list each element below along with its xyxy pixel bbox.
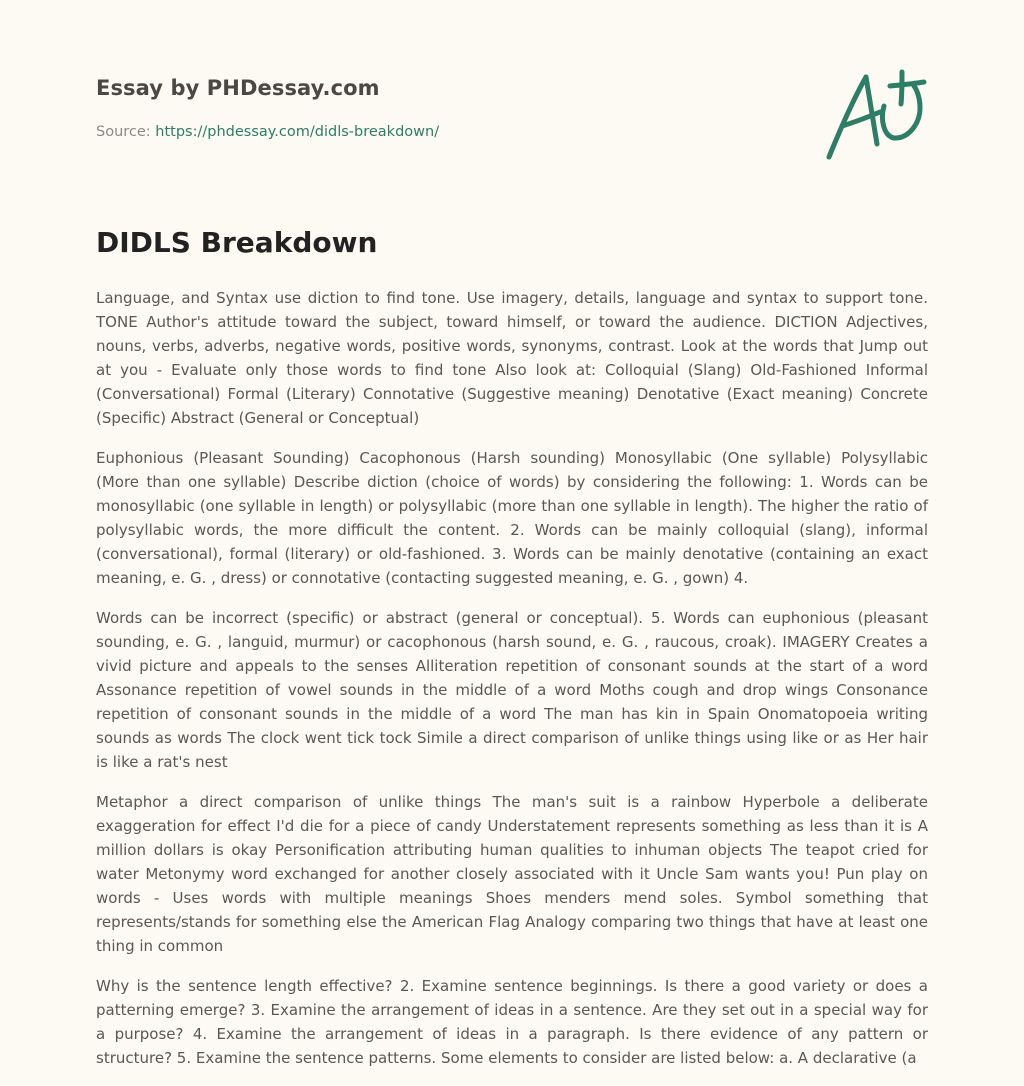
paragraph: Why is the sentence length effective? 2. Examine sentence beginnings. Is there a good variety or does a patterning emerge? 3. Examine the arrangement of ideas in a sentence. Are they set out in a special way for a purpose? 4. Examine the arrangement of ideas in a paragraph. Is there evidence of any pattern or structure? 5. Examine the sentence patterns. Some elements to consider are listed below: a. A declarative (a — [96, 977, 928, 1067]
article-body — [96, 286, 928, 1086]
source-label: Source: — [96, 124, 156, 140]
source-link[interactable]: https://phdessay.com/didls-breakdown/ — [155, 124, 440, 140]
paragraph: Euphonious (Pleasant Sounding) Cacophonous (Harsh sounding) Monosyllabic (One syllable) Polysyllabic (More than one syllable) Describe diction (choice of words) by considering the following: 1. Words can be monosyllabic (one syllable in length) or polysyllabic (more than one syllable in length). The higher the ratio of polysyllabic words, the more difficult the content. 2. Words can be mainly colloquial (slang), informal (conversational), formal (literary) or old-fashioned. 3. Words can be mainly denotative (containing an exact meaning, e. G. , dress) or connotative (contacting suggested meaning, e. G. , gown) 4. — [96, 449, 928, 587]
source-line — [96, 124, 439, 140]
paragraph: Metaphor a direct comparison of unlike things The man's suit is a rainbow Hyperbole a deliberate exaggeration for effect I'd die for a piece of candy Understatement represents something as less than it is A million dollars is okay Personification attributing human qualities to inhuman objects The teapot cried for water Metonymy word exchanged for another closely associated with it Uncle Sam wants you! Pun play on words - Uses words with multiple meanings Shoes menders mend soles. Symbol something that represents/stands for something else the American Flag Analogy comparing two things that have at least one thing in common — [96, 793, 928, 955]
a-plus-logo-icon — [822, 68, 928, 164]
site-brand: Essay by PHDessay.com — [96, 76, 380, 100]
paragraph: Language, and Syntax use diction to find tone. Use imagery, details, language and syntax to support tone. TONE Author's attitude toward the subject, toward himself, or toward the audience. DICTION Adjectives, nouns, verbs, adverbs, negative words, positive words, synonyms, contrast. Look at the words that Jump out at you - Evaluate only those words to find tone Also look at: Colloquial (Slang) Old-Fashioned Informal (Conversational) Formal (Literary) Connotative (Suggestive meaning) Denotative (Exact meaning) Concrete (Specific) Abstract (General or Conceptual) — [96, 289, 928, 427]
article-title: DIDLS Breakdown — [96, 226, 378, 259]
paragraph: Words can be incorrect (specific) or abstract (general or conceptual). 5. Words can euphonious (pleasant sounding, e. G. , languid, murmur) or cacophonous (harsh sound, e. G. , raucous, croak). IMAGERY Creates a vivid picture and appeals to the senses Alliteration repetition of consonant sounds at the start of a word Assonance repetition of vowel sounds in the middle of a word Moths cough and drop wings Consonance repetition of consonant sounds in the middle of a word The man has kin in Spain Onomatopoeia writing sounds as words The clock went tick tock Simile a direct comparison of unlike things using like or as Her hair is like a rat's nest — [96, 609, 928, 771]
